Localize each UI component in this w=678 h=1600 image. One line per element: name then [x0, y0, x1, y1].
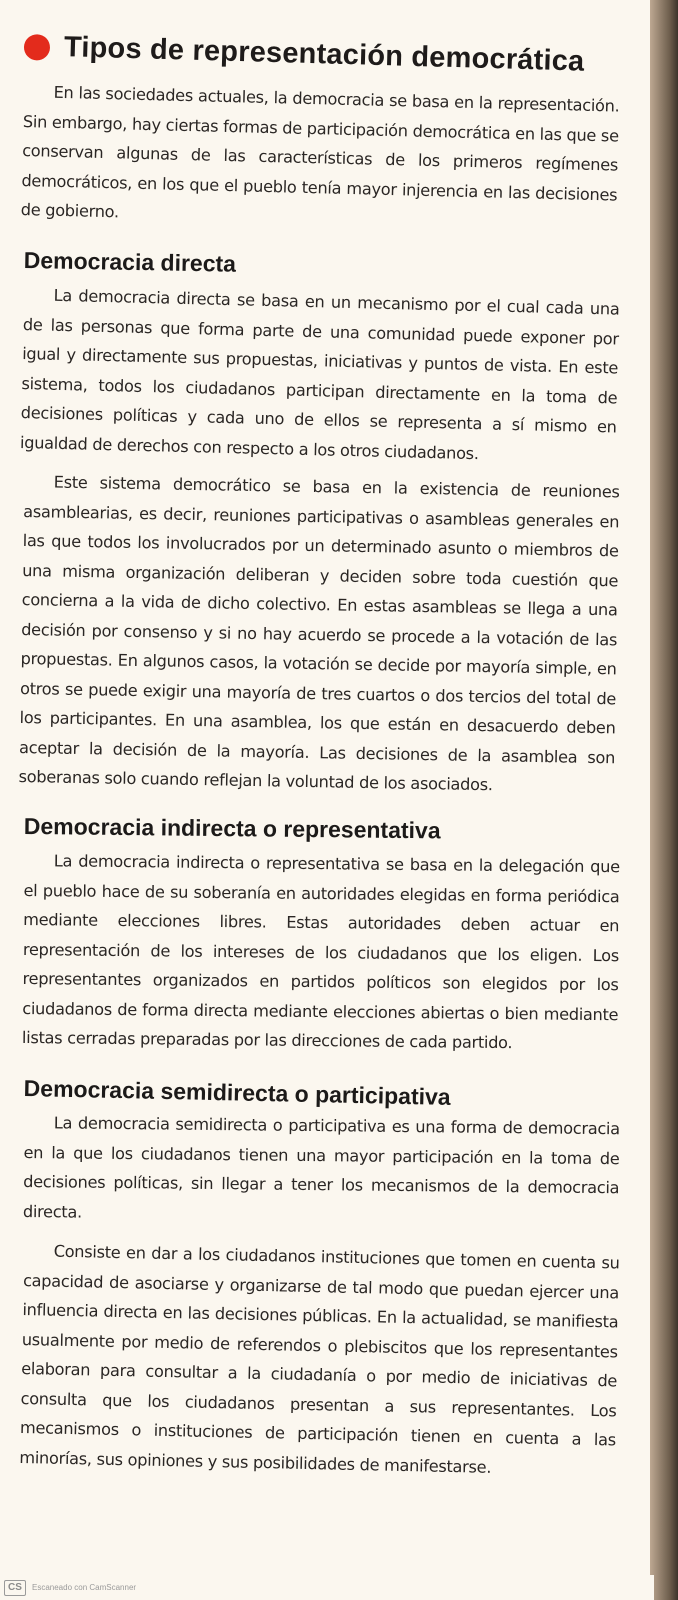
scanner-watermark-text: Escaneado con CamScanner [32, 1583, 137, 1592]
red-bullet-icon [24, 34, 51, 61]
directa-paragraph-2: Este sistema democrático se basa en la existencia de reuniones asamblearias, es decir, reuniones participativas o asambleas generales en las que todos los involucrados por un determinado asunto o miembros de una misma organización deliberan y deciden sobre toda cuestión que concierna a la vida de dicho colectivo. En estas asambleas se llega a una decisión por consenso y si no hay acuerdo se procede a la votación de las propuestas. En algunos casos, la votación se decide por mayoría simple, en otros se puede exigir una mayoría de tres cuartos o dos tercios del total de los participantes. En una asamblea, los que están en desacuerdo deben aceptar la decisión de la mayoría. Las decisiones de la asamblea son soberanas solo cuando reflejan la voluntad de los asociados. [18, 472, 620, 794]
directa-paragraph-1: La democracia directa se basa en un mecanismo por el cual cada una de las personas que forma parte de una comunidad puede exponer por igual y directamente sus propuestas, iniciativas y puntos de vista. En este sistema, todos los ciudadanos participan directamente en la toma de decisiones políticas y cada uno de ellos se representa a sí mismo en igualdad de derechos con respecto a los otros ciudadanos. [19, 285, 620, 463]
indirecta-paragraph-1: La democracia indirecta o representativa se basa en la delegación que el pueblo hace de su soberanía en autoridades elegidas en forma periódica mediante elecciones libres. Estas autoridades deben actuar en representación de los intereses de los ciudadanos que los eligen. Los representantes organizados en partidos políticos son elegidos por los ciudadanos de forma directa mediante elecciones abiertas o bien mediante listas cerradas preparadas por las direcciones de cada partido. [21, 851, 620, 1053]
scanner-footer [0, 1575, 654, 1600]
heading-democracia-directa: Democracia directa [23, 246, 237, 277]
page-title: Tipos de representación democrática [63, 31, 585, 78]
title-row [24, 30, 621, 80]
camscanner-logo-icon: CS [4, 1580, 26, 1596]
heading-democracia-semidirecta: Democracia semidirecta o participativa [23, 1074, 451, 1110]
intro-paragraph: En las sociedades actuales, la democracia se basa en la representación. Sin embargo, hay ciertas formas de participación democrática en las que se conservan algunas de las características de los primeros regímenes democráticos, en los que el pueblo tenía mayor injerencia en las decisiones de gobierno. [20, 82, 620, 222]
heading-democracia-indirecta: Democracia indirecta o representativa [23, 813, 441, 844]
semidirecta-paragraph-2: Consiste en dar a los ciudadanos instituciones que tomen en cuenta su capacidad de asociarse y organizarse de tal modo que puedan ejercer una influencia directa en las decisiones públicas. En la actualidad, se manifiesta usualmente por medio de referendos o plebiscitos que los representantes elaboran para consultar a la ciudadanía o por medio de iniciativas de consulta que los ciudadanos presentan a sus representantes. Los mecanismos o instituciones de participación tienen en cuenta a las minorías, sus opiniones y sus posibilidades de manifestarse. [19, 1241, 620, 1476]
semidirecta-paragraph-1: La democracia semidirecta o participativa es una forma de democracia en la que los ciudadanos tienen una mayor participación en la toma de decisiones políticas, sin llegar a tener los mecanismos de la democracia directa. [22, 1112, 620, 1221]
book-spine-shadow [650, 0, 678, 1600]
